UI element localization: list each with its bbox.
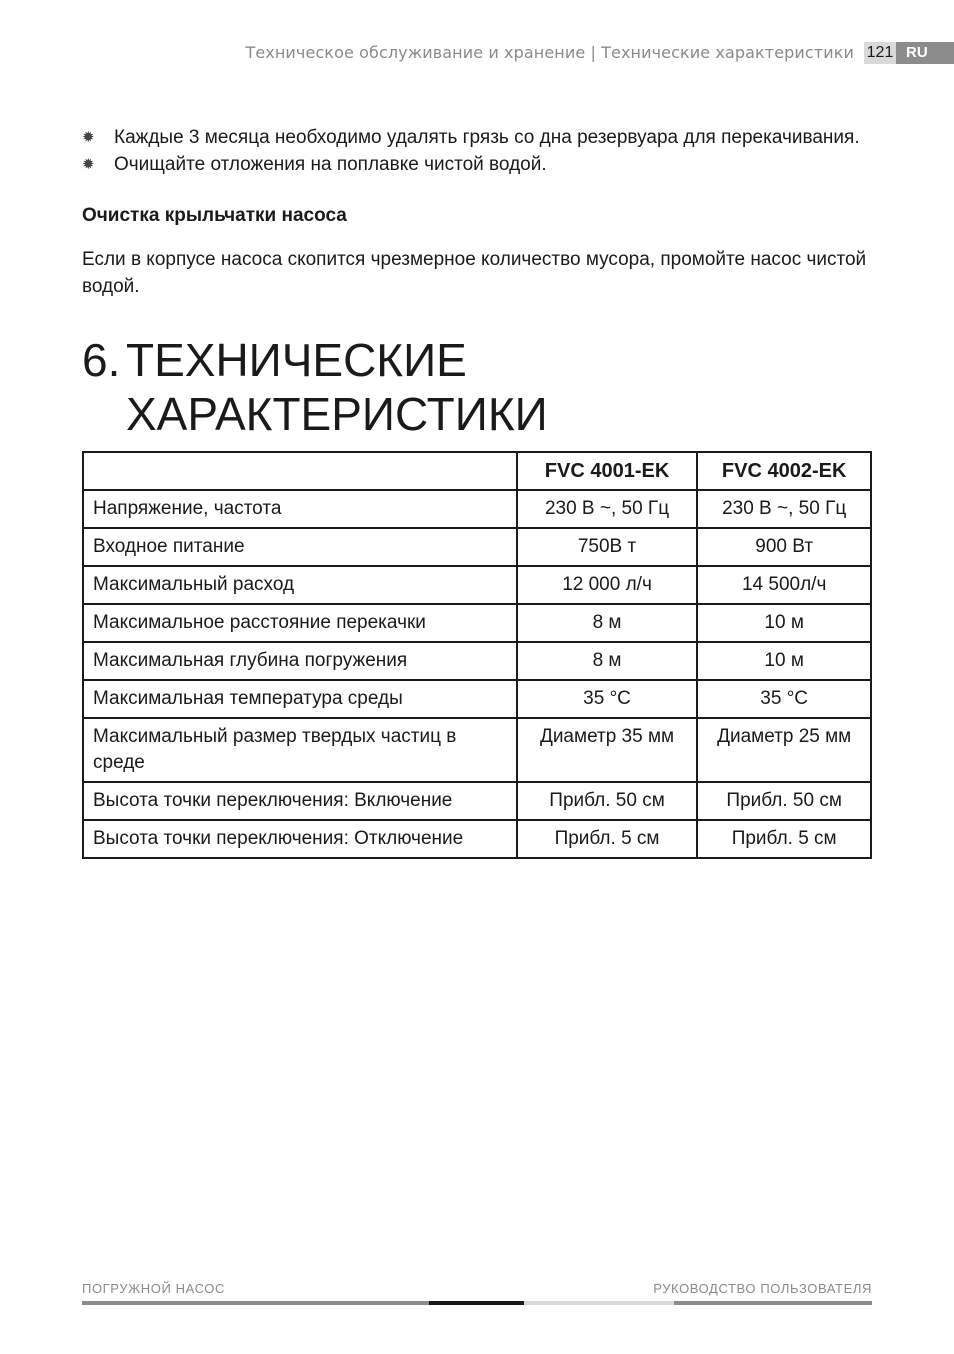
table-cell-label: Входное питание [83,528,517,566]
table-row [83,604,871,642]
table-row [83,642,871,680]
table-row [83,528,871,566]
section-title-line1: ТЕХНИЧЕСКИЕ [126,334,467,386]
subheading: Очистка крыльчатки насоса [82,205,347,226]
table-cell: Диаметр 25 мм [697,718,871,782]
list-item-text: Очищайте отложения на поплавке чистой водой. [114,154,547,175]
list-item [82,124,882,151]
table-row [83,680,871,718]
table-cell-label: Максимальный размер твердых частиц в среде [83,718,517,782]
table-cell: Прибл. 5 см [697,820,871,858]
table-cell-label: Высота точки переключения: Отключение [83,820,517,858]
table-cell: Диаметр 35 мм [517,718,698,782]
table-row [83,782,871,820]
table-row [83,490,871,528]
table-cell: 8 м [517,604,698,642]
footer-bar-segment [674,1301,872,1305]
footer-doc-name: РУКОВОДСТВО ПОЛЬЗОВАТЕЛЯ [653,1281,872,1296]
footer-product-name: ПОГРУЖНОЙ НАСОС [82,1281,225,1296]
table-cell: Прибл. 50 см [697,782,871,820]
table-row [83,718,871,782]
section-title-line2: ХАРАКТЕРИСТИКИ [126,388,548,440]
table-cell-label: Максимальная глубина погружения [83,642,517,680]
table-cell-label: Напряжение, частота [83,490,517,528]
table-cell: 230 В ~, 50 Гц [517,490,698,528]
language-badge: RU [896,42,954,64]
spec-table [82,451,872,859]
table-cell: 230 В ~, 50 Гц [697,490,871,528]
gear-bullet-icon: ✹ [82,156,95,173]
gear-bullet-icon: ✹ [82,129,95,146]
table-cell: 35 °C [697,680,871,718]
table-cell-label: Максимальный расход [83,566,517,604]
section-title [82,333,548,441]
table-cell: 900 Вт [697,528,871,566]
list-item-text: Каждые 3 месяца необходимо удалять грязь со дна резервуара для перекачивания. [114,127,860,148]
table-cell-label: Максимальное расстояние перекачки [83,604,517,642]
table-cell: 10 м [697,642,871,680]
table-header-cell: FVC 4002-EK [697,452,871,490]
list-item [82,151,882,178]
table-cell: 8 м [517,642,698,680]
table-row [83,566,871,604]
section-number: 6. [82,334,121,386]
table-cell-label: Максимальная температура среды [83,680,517,718]
table-header-cell [83,452,517,490]
table-cell: 750В т [517,528,698,566]
table-header-row [83,452,871,490]
footer-bar [82,1301,872,1305]
page-header [0,42,954,64]
table-cell: 35 °C [517,680,698,718]
table-cell: 10 м [697,604,871,642]
table-header-cell: FVC 4001-EK [517,452,698,490]
maintenance-bullet-list [82,124,882,178]
table-row [83,820,871,858]
footer-bar-segment [524,1301,674,1305]
page-number: 121 [864,42,896,64]
table-cell: 12 000 л/ч [517,566,698,604]
table-cell: Прибл. 50 см [517,782,698,820]
header-section-title: Техническое обслуживание и хранение | Технические характеристики [245,43,854,62]
table-cell-label: Высота точки переключения: Включение [83,782,517,820]
table-cell: 14 500л/ч [697,566,871,604]
paragraph: Если в корпусе насоса скопится чрезмерное количество мусора, промойте насос чистой водой. [82,249,867,297]
footer-bar-segment [429,1301,524,1305]
footer-bar-segment [82,1301,429,1305]
table-cell: Прибл. 5 см [517,820,698,858]
